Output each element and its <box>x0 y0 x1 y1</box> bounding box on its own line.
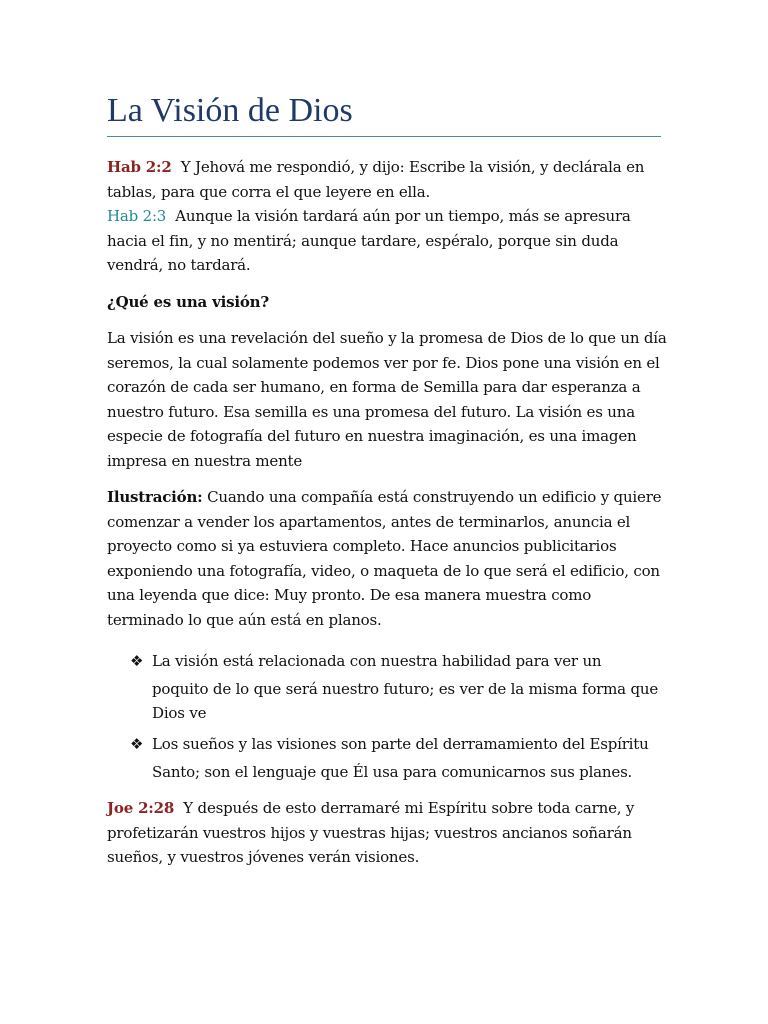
list-item <box>107 729 667 784</box>
verse-joe-2-28 <box>107 796 667 870</box>
verse-text: Y Jehová me respondió, y dijo: Escribe la visión, y declárala en tablas, para que corra el que leyere en ella. <box>107 158 645 201</box>
verse-hab-2-2 <box>107 155 667 204</box>
section-heading: ¿Qué es una visión? <box>107 292 269 311</box>
verse-reference-link[interactable]: Hab 2:3 <box>107 207 167 225</box>
illustration-text: Cuando una compañía está construyendo un edificio y quiere comenzar a vender los apartamentos, antes de terminarlos, anuncia el proyecto como si ya estuviera completo. Hace anuncios publicitarios exponiendo una fotografía, video, o maqueta de lo que será el edificio, con una leyenda que dice: Muy pronto. De esa manera muestra como terminado lo que aún está en planos. <box>107 488 662 629</box>
paragraph-definition: La visión es una revelación del sueño y la promesa de Dios de lo que un día seremos, la cual solamente podemos ver por fe. Dios pone una visión en el corazón de cada ser humano, en forma de Semilla para dar esperanza a nuestro futuro. Esa semilla es una promesa del futuro. La visión es una especie de fotografía del futuro en nuestra imaginación, es una imagen impresa en nuestra mente <box>107 329 667 470</box>
verse-hab-2-3 <box>107 204 667 278</box>
bullet-rest: Santo; son el lenguaje que Él usa para comunicarnos sus planes. <box>152 763 633 781</box>
bullet-line1: La visión está relacionada con nuestra habilidad para ver un <box>152 652 602 670</box>
list-item <box>107 646 667 725</box>
verse-text: Y después de esto derramaré mi Espíritu sobre toda carne, y profetizarán vuestros hijos y vuestras hijas; vuestros ancianos soñarán sueños, y vuestros jóvenes verán visiones. <box>107 799 635 866</box>
paragraph-illustration <box>107 485 667 632</box>
verse-reference: Hab 2:2 <box>107 158 172 176</box>
verse-reference: Joe 2:28 <box>107 799 175 817</box>
verse-text: Aunque la visión tardará aún por un tiempo, más se apresura hacia el fin, y no mentirá; aunque tardare, espéralo, porque sin duda vendrá, no tardará. <box>107 207 631 274</box>
diamond-bullet-icon: ❖ <box>130 735 144 753</box>
title-rule <box>107 136 661 137</box>
page-title: La Visión de Dios <box>107 92 353 129</box>
bullet-rest: poquito de lo que será nuestro futuro; es ver de la misma forma que Dios ve <box>152 680 659 722</box>
bullet-list <box>107 646 667 784</box>
bullet-line1: Los sueños y las visiones son parte del derramamiento del Espíritu <box>152 735 649 753</box>
illustration-label: Ilustración: <box>107 488 203 506</box>
diamond-bullet-icon: ❖ <box>130 652 144 670</box>
document-body <box>107 155 667 870</box>
